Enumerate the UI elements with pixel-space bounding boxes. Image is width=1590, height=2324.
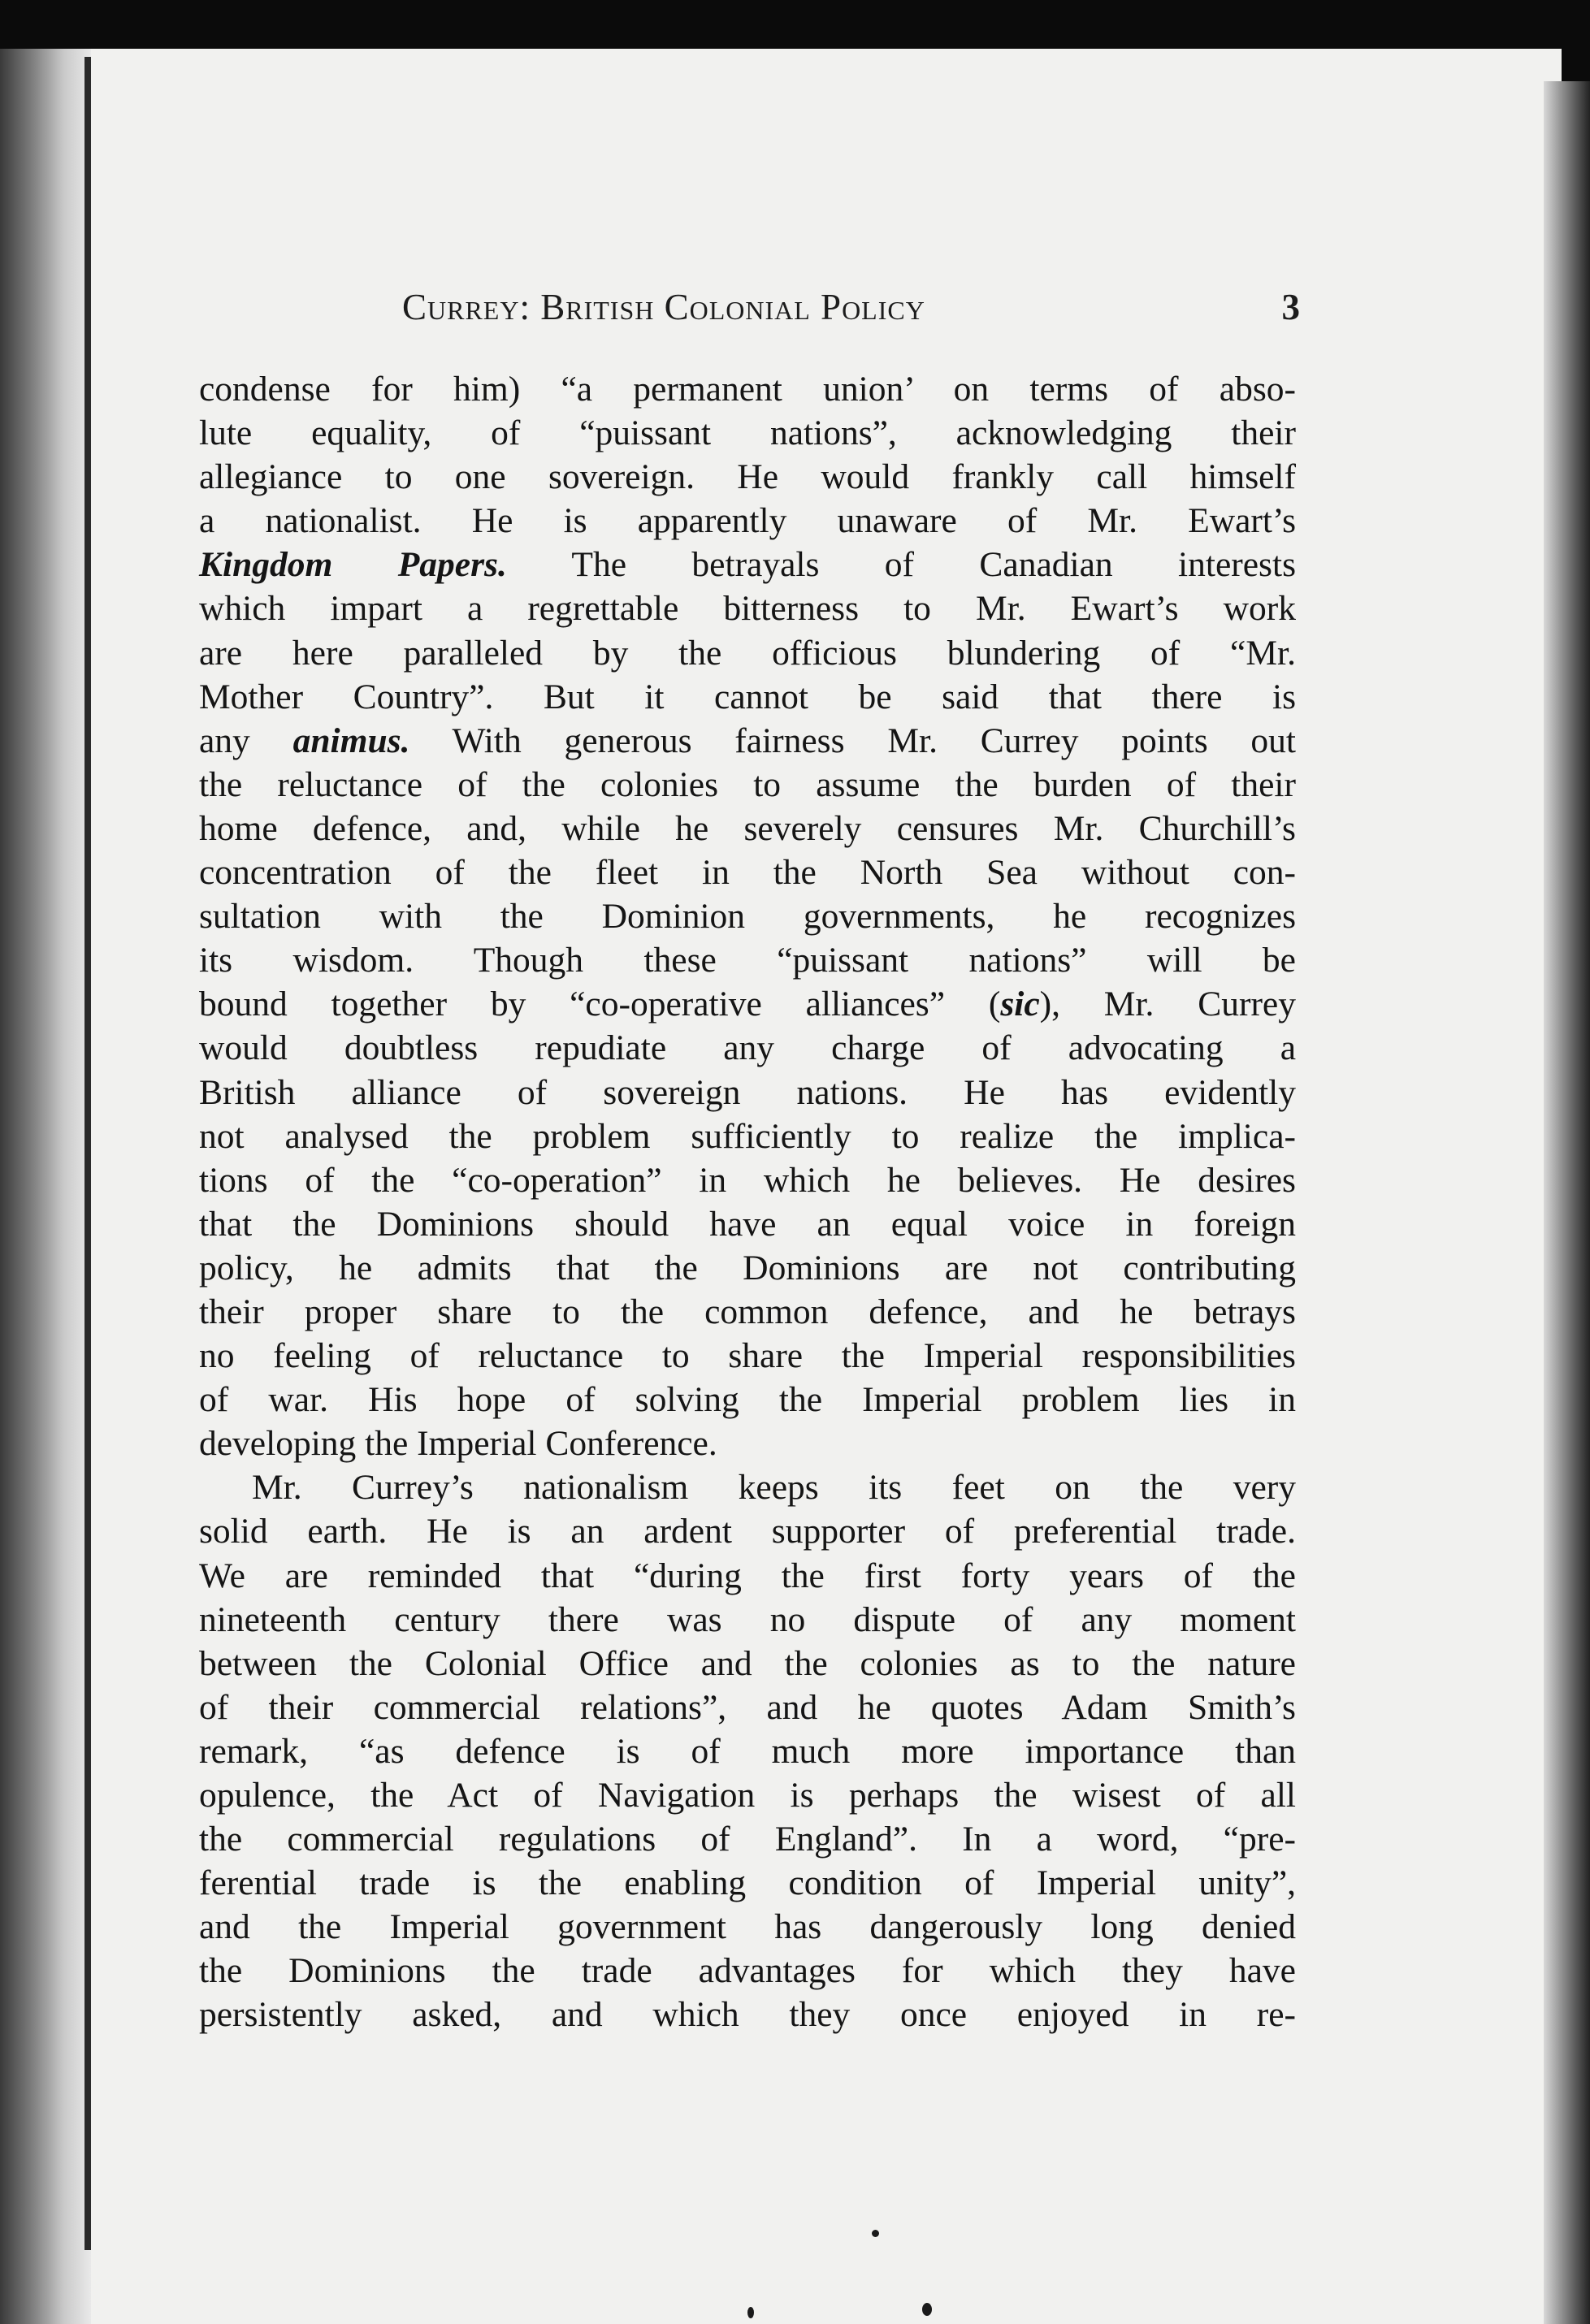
text-run: the Dominions the trade advantages for which they have xyxy=(199,1951,1296,1991)
text-run: ), Mr. Currey xyxy=(1039,985,1296,1024)
text-run: between the Colonial Office and the colonies as to the nature xyxy=(199,1643,1296,1683)
text-line xyxy=(199,1598,1296,1642)
text-run: policy, he admits that the Dominions are not contributing xyxy=(199,1248,1296,1288)
running-header xyxy=(402,286,1300,335)
text-run: nineteenth century there was no dispute of any moment xyxy=(199,1599,1296,1639)
text-run: the reluctance of the colonies to assume the burden of their xyxy=(199,764,1296,804)
text-line xyxy=(199,1554,1296,1598)
text-run: concentration of the fleet in the North Sea without con- xyxy=(199,853,1296,893)
text-line xyxy=(199,1026,1296,1070)
italic-run: animus. xyxy=(292,721,410,760)
text-line xyxy=(199,763,1296,807)
italic-run: Kingdom Papers. xyxy=(199,545,507,585)
text-line xyxy=(199,1465,1296,1509)
text-line xyxy=(199,1334,1296,1378)
text-line xyxy=(199,1422,1296,1465)
text-run: home defence, and, while he severely censures Mr. Churchill’s xyxy=(199,808,1296,848)
text-line xyxy=(199,807,1296,850)
text-run: The betrayals of Canadian interests xyxy=(506,545,1296,585)
text-run: allegiance to one sovereign. He would frankly call himself xyxy=(199,457,1296,497)
text-run: condense for him) “a permanent union’ on terms of abso- xyxy=(199,370,1296,409)
text-run: not analysed the problem sufficiently to realize the implica- xyxy=(199,1116,1296,1156)
text-line xyxy=(199,1071,1296,1114)
text-run: solid earth. He is an ardent supporter of preferential trade. xyxy=(199,1512,1296,1551)
text-run: We are reminded that “during the first forty years of the xyxy=(199,1556,1296,1595)
text-line xyxy=(199,1817,1296,1861)
binding-edge xyxy=(0,49,91,2324)
text-line xyxy=(199,411,1296,455)
text-run: of war. His hope of solving the Imperial problem lies in xyxy=(199,1380,1296,1420)
text-line xyxy=(199,850,1296,894)
text-run: that the Dominions should have an equal voice in foreign xyxy=(199,1204,1296,1244)
text-run: of their commercial relations”, and he quotes Adam Smith’s xyxy=(199,1687,1296,1727)
text-run: British alliance of sovereign nations. He has evidently xyxy=(199,1072,1296,1112)
text-run: their proper share to the common defence, and he betrays xyxy=(199,1292,1296,1331)
ink-speck xyxy=(747,2307,754,2318)
text-run: its wisdom. Though these “puissant nations” will be xyxy=(199,941,1296,980)
text-run: developing the Imperial Conference. xyxy=(199,1424,717,1464)
text-line xyxy=(199,675,1296,719)
text-run: persistently asked, and which they once enjoyed in re- xyxy=(199,1995,1296,2035)
text-line xyxy=(199,499,1296,543)
text-line xyxy=(199,1773,1296,1817)
text-run: With generous fairness Mr. Currey points out xyxy=(409,721,1296,760)
text-line xyxy=(199,1509,1296,1553)
binding-shadow xyxy=(84,57,91,2250)
text-run: no feeling of reluctance to share the Imperial responsibilities xyxy=(199,1336,1296,1376)
ink-speck xyxy=(922,2303,932,2316)
text-line xyxy=(199,1905,1296,1949)
text-run: opulence, the Act of Navigation is perhaps the wisest of all xyxy=(199,1776,1296,1815)
text-line xyxy=(199,1861,1296,1905)
text-run: tions of the “co-operation” in which he believes. He desires xyxy=(199,1160,1296,1200)
text-run: sultation with the Dominion governments, he recognizes xyxy=(199,897,1296,937)
text-line xyxy=(199,1993,1296,2036)
text-line xyxy=(199,455,1296,499)
text-line xyxy=(199,1246,1296,1290)
text-run: a nationalist. He is apparently unaware of Mr. Ewart’s xyxy=(199,501,1296,541)
text-run: bound together by “co-operative alliances” ( xyxy=(199,985,1001,1024)
text-run: lute equality, of “puissant nations”, acknowledging their xyxy=(199,413,1296,453)
text-line xyxy=(199,1290,1296,1334)
text-line xyxy=(199,719,1296,763)
text-run: which impart a regrettable bitterness to Mr. Ewart’s work xyxy=(199,589,1296,629)
text-line xyxy=(199,894,1296,938)
text-line xyxy=(199,543,1296,586)
text-line xyxy=(199,1202,1296,1246)
text-line xyxy=(199,982,1296,1026)
text-run: are here paralleled by the officious blundering of “Mr. xyxy=(199,633,1296,673)
text-line xyxy=(199,1949,1296,1993)
italic-run: sic xyxy=(1000,985,1040,1024)
text-line xyxy=(199,1686,1296,1729)
page-number: 3 xyxy=(1281,287,1300,327)
text-run: would doubtless repudiate any charge of advocating a xyxy=(199,1028,1296,1068)
text-run: Mother Country”. But it cannot be said that there is xyxy=(199,677,1296,716)
text-run: ferential trade is the enabling condition of Imperial unity”, xyxy=(199,1863,1296,1903)
body-text xyxy=(199,367,1296,2037)
text-run: the commercial regulations of England”. In a word, “pre- xyxy=(199,1820,1296,1859)
text-line xyxy=(199,631,1296,675)
text-run: remark, “as defence is of much more importance than xyxy=(199,1731,1296,1771)
text-run: and the Imperial government has dangerously long denied xyxy=(199,1907,1296,1947)
ink-speck xyxy=(872,2230,879,2237)
running-title: Currey: British Colonial Policy xyxy=(402,287,925,327)
text-line xyxy=(199,1158,1296,1202)
text-line xyxy=(199,938,1296,982)
text-line xyxy=(199,1378,1296,1422)
text-run: Mr. Currey’s nationalism keeps its feet on the very xyxy=(252,1468,1296,1508)
text-line xyxy=(199,1642,1296,1686)
page-edge-shadow xyxy=(1544,81,1590,2324)
text-line xyxy=(199,586,1296,630)
text-line xyxy=(199,1729,1296,1773)
text-line xyxy=(199,367,1296,411)
text-line xyxy=(199,1114,1296,1158)
text-run: any xyxy=(199,721,293,760)
